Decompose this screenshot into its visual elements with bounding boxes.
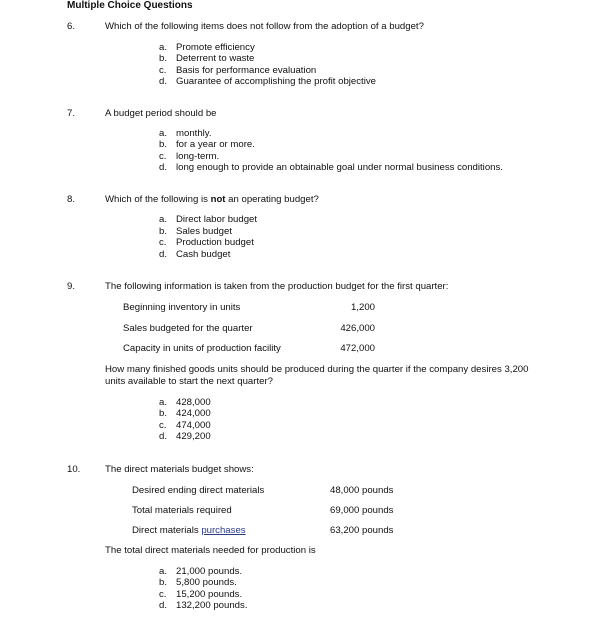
table-row-value: 48,000 pounds: [330, 485, 394, 496]
option-text: 428,000: [176, 397, 211, 408]
question-number: 9.: [67, 281, 76, 292]
purchases-link[interactable]: purchases: [201, 525, 246, 536]
option-letter: c.: [159, 151, 167, 162]
option-text: Direct labor budget: [176, 214, 258, 225]
option-letter: c.: [159, 65, 167, 76]
option-text: 429,200: [176, 431, 211, 442]
option-letter: d.: [159, 162, 168, 173]
option-letter: a.: [159, 128, 168, 139]
question-text: [105, 194, 319, 205]
option-text: Deterrent to waste: [176, 53, 255, 64]
option: [159, 151, 219, 162]
option-letter: b.: [159, 408, 168, 419]
option-text: Sales budget: [176, 226, 233, 237]
option-letter: d.: [159, 600, 168, 611]
option: [159, 600, 248, 611]
table-row-label: Sales budgeted for the quarter: [123, 323, 253, 334]
option: [159, 577, 237, 588]
question-text: units available to start the next quarter?: [105, 376, 273, 387]
option-letter: b.: [159, 226, 168, 237]
table-row-label: Beginning inventory in units: [123, 302, 241, 313]
option-letter: b.: [159, 139, 168, 150]
option: [159, 249, 230, 260]
table-row-value: 426,000: [340, 323, 375, 334]
option-text: 5,800 pounds.: [176, 577, 237, 588]
question-number: 7.: [67, 108, 76, 119]
option: [159, 226, 232, 237]
option-letter: c.: [159, 237, 167, 248]
question-text: How many finished goods units should be produced during the quarter if the company desires 3,200: [105, 364, 529, 375]
option-letter: b.: [159, 53, 168, 64]
option-text: 21,000 pounds.: [176, 566, 243, 577]
option-text: 15,200 pounds.: [176, 589, 243, 600]
option: [159, 162, 503, 173]
question-text-emphasis: not: [210, 194, 226, 205]
option: [159, 76, 376, 87]
table-row-label: Capacity in units of production facility: [123, 343, 281, 354]
table-row-label: [132, 525, 246, 536]
option-letter: d.: [159, 249, 168, 260]
table-row-value: 69,000 pounds: [330, 505, 394, 516]
question-number: 10.: [67, 464, 81, 475]
option-text: for a year or more.: [176, 139, 255, 150]
option: [159, 420, 211, 431]
option: [159, 53, 254, 64]
option: [159, 237, 254, 248]
option-text: Cash budget: [176, 249, 231, 260]
page-title: Multiple Choice Questions: [67, 0, 193, 11]
question-text-part: an operating budget?: [225, 194, 319, 205]
option-letter: c.: [159, 589, 167, 600]
option-text: long enough to provide an obtainable goal under normal business conditions.: [176, 162, 503, 173]
option: [159, 65, 316, 76]
table-row-value: 1,200: [350, 302, 375, 313]
option: [159, 42, 255, 53]
option-letter: b.: [159, 577, 168, 588]
option-letter: a.: [159, 42, 168, 53]
option-letter: a.: [159, 397, 168, 408]
option: [159, 397, 211, 408]
option-text: 132,200 pounds.: [176, 600, 248, 611]
option-text: Promote efficiency: [176, 42, 255, 53]
option-text: long-term.: [176, 151, 220, 162]
option: [159, 589, 242, 600]
option-text: 474,000: [176, 420, 211, 431]
option-letter: a.: [159, 566, 168, 577]
option: [159, 214, 257, 225]
option-letter: c.: [159, 420, 167, 431]
option-letter: a.: [159, 214, 168, 225]
option-text: Guarantee of accomplishing the profit objective: [176, 76, 376, 87]
table-row-label: Total materials required: [132, 505, 232, 516]
table-row-label: Desired ending direct materials: [132, 485, 265, 496]
option-text: 424,000: [176, 408, 211, 419]
question-text: Which of the following items does not follow from the adoption of a budget?: [105, 21, 424, 32]
option-letter: d.: [159, 431, 168, 442]
question-number: 6.: [67, 21, 76, 32]
option: [159, 128, 212, 139]
option-text: Basis for performance evaluation: [176, 65, 317, 76]
option-letter: d.: [159, 76, 168, 87]
table-row-label-text: Direct materials: [132, 525, 202, 536]
question-text: The direct materials budget shows:: [105, 464, 254, 475]
question-text: The total direct materials needed for production is: [105, 545, 316, 556]
option-text: Production budget: [176, 237, 254, 248]
question-text-part: Which of the following is: [105, 194, 211, 205]
option: [159, 431, 211, 442]
option: [159, 139, 255, 150]
question-text: A budget period should be: [105, 108, 217, 119]
table-row-value: 63,200 pounds: [330, 525, 394, 536]
table-row-value: 472,000: [340, 343, 375, 354]
option: [159, 408, 211, 419]
option: [159, 566, 242, 577]
option-text: monthly.: [176, 128, 212, 139]
question-text: The following information is taken from the production budget for the first quarter:: [105, 281, 449, 292]
question-number: 8.: [67, 194, 76, 205]
